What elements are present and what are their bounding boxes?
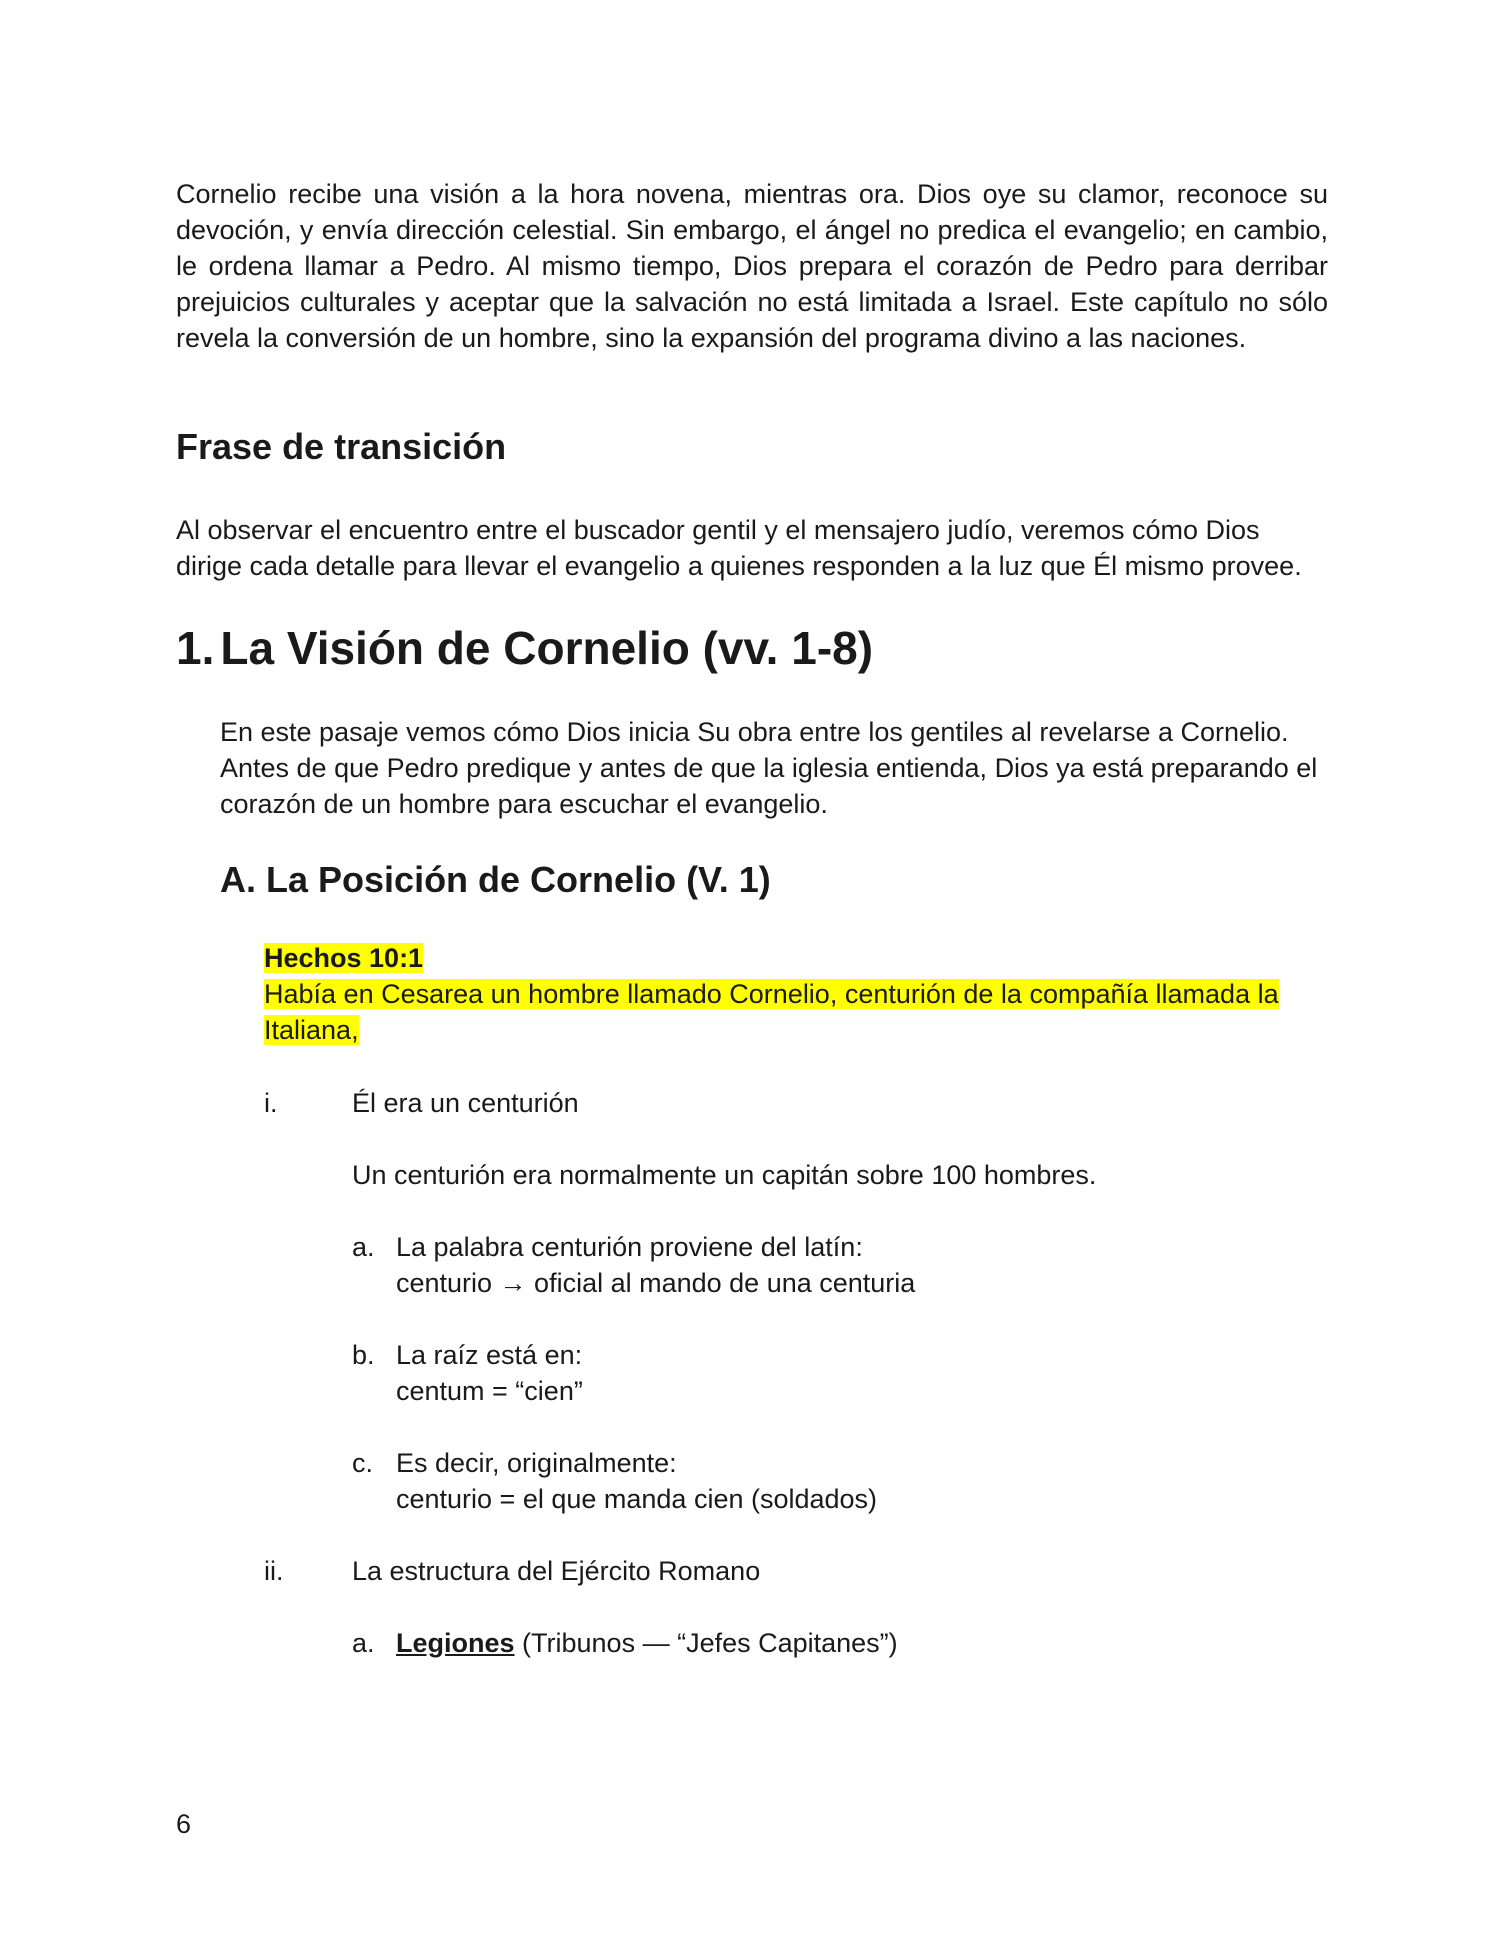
point-i-note: Un centurión era normalmente un capitán sobre 100 hombres.	[352, 1160, 1097, 1190]
point-ii-marker: ii.	[264, 1556, 284, 1586]
scripture-text: Había en Cesarea un hombre llamado Cornelio, centurión de la compañía llamada la Italiana,	[264, 979, 1279, 1045]
scripture-quote	[264, 940, 1328, 1048]
point-i-b-text: La raíz está en: centum = “cien”	[396, 1340, 583, 1406]
point-ii-a-marker: a.	[352, 1628, 375, 1658]
point-i-b-marker: b.	[352, 1340, 375, 1370]
scripture-reference: Hechos 10:1	[264, 943, 424, 973]
transition-heading: Frase de transición	[176, 426, 507, 467]
page-number: 6	[176, 1809, 192, 1839]
transition-paragraph: Al observar el encuentro entre el buscador gentil y el mensajero judío, veremos cómo Dios dirige cada detalle para llevar el evangelio a quienes responden a la luz que Él mismo provee.	[176, 515, 1302, 581]
subsection-a-heading: A. La Posición de Cornelio (V. 1)	[220, 859, 771, 900]
point-i-title: Él era un centurión	[352, 1088, 579, 1118]
legiones-term: Legiones	[396, 1628, 515, 1658]
point-ii-a-text: Legiones (Tribunos — “Jefes Capitanes”)	[396, 1628, 898, 1658]
intro-paragraph: Cornelio recibe una visión a la hora novena, mientras ora. Dios oye su clamor, reconoce su devoción, y envía dirección celestial. Sin embargo, el ángel no predica el evangelio; en cambio, le ordena llamar a Pedro. Al mismo tiempo, Dios prepara el corazón de Pedro para derribar prejuicios culturales y aceptar que la salvación no está limitada a Israel. Este capítulo no sólo revela la conversión de un hombre, sino la expansión del programa divino a las naciones.	[176, 179, 1328, 353]
point-i-a-marker: a.	[352, 1232, 375, 1262]
point-i-marker: i.	[264, 1088, 278, 1118]
section-1-number: 1.	[176, 622, 215, 674]
point-i-c-marker: c.	[352, 1448, 374, 1478]
section-1-intro: En este pasaje vemos cómo Dios inicia Su obra entre los gentiles al revelarse a Cornelio. Antes de que Pedro predique y antes de que la iglesia entienda, Dios ya está preparando el corazón de un hombre para escuchar el evangelio.	[220, 717, 1318, 819]
point-ii-title: La estructura del Ejército Romano	[352, 1556, 761, 1586]
section-1-title: La Visión de Cornelio (vv. 1-8)	[220, 622, 874, 674]
point-i-c-text: Es decir, originalmente: centurio = el que manda cien (soldados)	[396, 1448, 878, 1514]
section-1-heading	[176, 620, 873, 676]
point-i-a-text: La palabra centurión proviene del latín: centurio → oficial al mando de una centuria	[396, 1232, 916, 1298]
